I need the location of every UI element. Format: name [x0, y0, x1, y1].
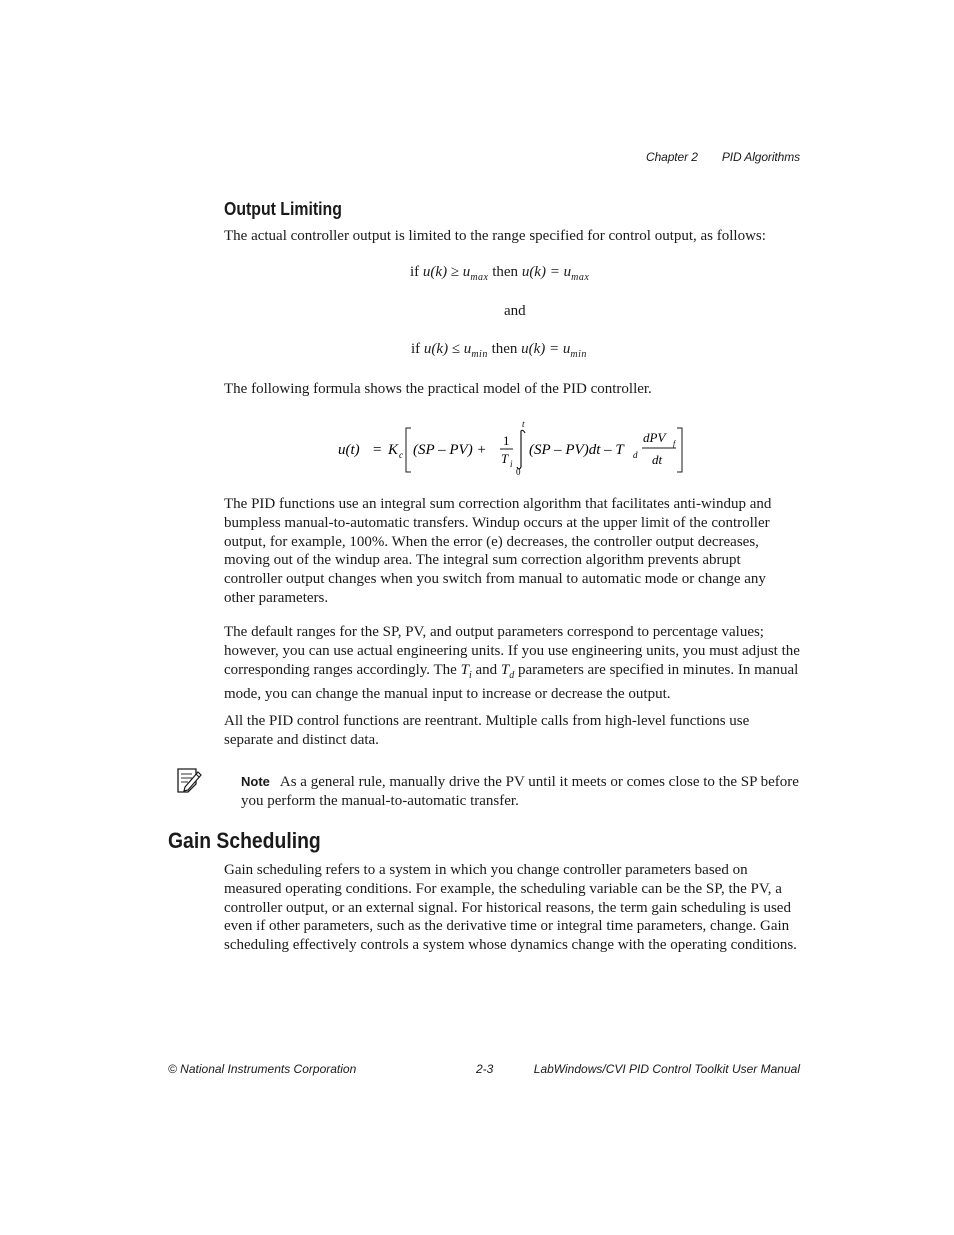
ranges-text-b: parameters are specified in minutes. In manual mode, you can change the manual input to increase or decrease the output. — [224, 661, 799, 703]
formula-int-upper: t — [522, 419, 525, 429]
footer-manual-title: LabWindows/CVI PID Control Toolkit User Manual — [533, 1062, 800, 1076]
formula-integral-sign — [517, 430, 525, 469]
limit-equation-max — [410, 264, 589, 281]
output-limiting-intro: The actual controller output is limited to the range specified for control output, as follows: — [224, 228, 766, 244]
ranges-ti-sub: i — [468, 669, 472, 681]
limit-equation-min — [411, 341, 587, 358]
footer-page-number: 2-3 — [476, 1062, 494, 1076]
formula-frac-den: T — [501, 451, 509, 466]
formula-gain: K — [388, 442, 399, 458]
note-pencil-icon — [176, 766, 204, 794]
formula-frac-den-sub: i — [510, 459, 513, 469]
footer-copyright: © National Instruments Corporation — [168, 1062, 357, 1076]
formula-gain-sub: c — [399, 450, 403, 460]
eq2-result-sub: min — [570, 349, 587, 360]
eq1-if: if — [410, 264, 420, 280]
note-block — [241, 773, 801, 811]
anti-windup-paragraph: The PID functions use an integral sum correction algorithm that facilitates anti-windup and bumpless manual-to-automatic transfers. Windup occurs at the upper limit of the controller output, for example, 100%. When the error (e) decreases, the controller output decreases, moving out of the windup area. The integral sum correction algorithm prevents abrupt controller output changes when you switch from manual to automatic mode or change any other parameters. — [224, 496, 772, 606]
pid-formula-graphic — [330, 415, 700, 480]
eq1-condition-sub: max — [470, 272, 489, 283]
formula-lhs: u(t) — [338, 442, 360, 458]
header-chapter: Chapter 2 — [646, 150, 698, 164]
formula-frac-num: 1 — [503, 433, 510, 448]
note-text: As a general rule, manually drive the PV until it meets or comes close to the SP before you perform the manual-to-automatic transfer. — [241, 774, 799, 809]
formula-integrand: (SP – PV)dt – T — [529, 442, 624, 458]
formula-term1: (SP – PV) + — [413, 442, 487, 458]
gain-scheduling-paragraph: Gain scheduling refers to a system in which you change controller parameters based on measured operating conditions. For example, the scheduling variable can be the SP, the PV, a controller output, or an external signal. For historical reasons, the term gain scheduling is used even if other parameters, such as the derivative time or integral time parameters, change. Gain scheduling effectively controls a system whose dynamics change with the operating conditions. — [224, 862, 797, 954]
eq2-condition-sub: min — [471, 349, 488, 360]
formula-deriv-num-sub: f — [673, 439, 676, 448]
eq2-if: if — [411, 341, 421, 357]
gain-scheduling-heading: Gain Scheduling — [168, 828, 321, 853]
note-label: Note — [241, 774, 270, 789]
formula-deriv-gain-sub: d — [633, 450, 638, 460]
limit-and: and — [504, 303, 526, 319]
ranges-text-a: The default ranges for the SP, PV, and output parameters correspond to percentage values; however, you can use actual engineering units. If you use engineering units, you must adjust the corresponding ranges accordingly. The — [224, 624, 800, 678]
eq1-condition: u(k) ≥ u — [422, 264, 471, 280]
eq1-result-sub: max — [571, 272, 590, 283]
eq2-then: then — [491, 341, 518, 357]
ranges-ti: T — [460, 661, 469, 678]
eq2-result: u(k) = u — [521, 341, 571, 357]
eq1-then: then — [492, 264, 519, 280]
ranges-and: and — [471, 661, 501, 678]
output-limiting-heading: Output Limiting — [224, 199, 342, 219]
eq1-result: u(k) = u — [521, 264, 572, 280]
formula-deriv-num: dPV — [643, 430, 666, 445]
ranges-td-sub: d — [509, 669, 515, 681]
header-chapter-title: PID Algorithms — [721, 150, 800, 164]
ranges-td: T — [500, 661, 510, 678]
pid-formula — [330, 415, 700, 480]
formula-equals: = — [373, 442, 382, 458]
default-ranges-paragraph — [224, 623, 800, 704]
reentrant-paragraph: All the PID control functions are reentrant. Multiple calls from high-level functions use separate and distinct data. — [224, 713, 750, 748]
eq2-condition: u(k) ≤ u — [423, 341, 472, 357]
formula-int-lower: 0 — [516, 467, 521, 477]
formula-intro: The following formula shows the practical model of the PID controller. — [224, 381, 652, 397]
formula-deriv-den: dt — [652, 452, 663, 467]
formula-left-bracket — [406, 428, 411, 472]
running-header — [646, 150, 800, 164]
formula-right-bracket — [677, 428, 682, 472]
